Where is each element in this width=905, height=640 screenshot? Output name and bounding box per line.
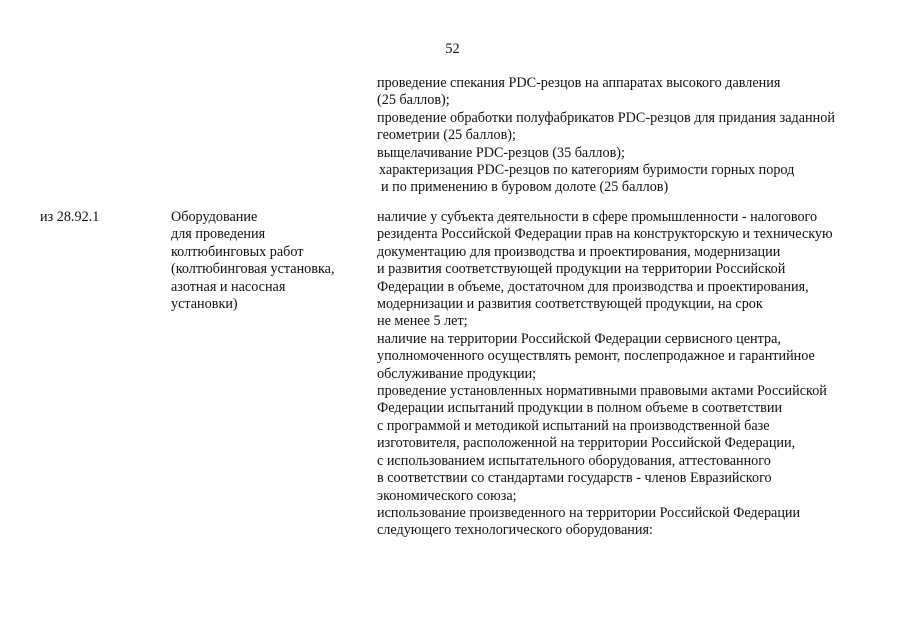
text-line: Федерации в объеме, достаточном для производства и проектирования, (377, 278, 809, 295)
text-line: следующего технологического оборудования: (377, 522, 653, 539)
text-line: азотная и насосная (171, 278, 286, 295)
text-line: изготовителя, расположенной на территории Российской Федерации, (377, 435, 796, 452)
text-line: установки) (171, 296, 238, 313)
page-number: 52 (445, 41, 460, 57)
text-line: экономического союза; (377, 487, 517, 504)
text-line: в соответствии со стандартами государств - членов Евразийского (377, 470, 772, 487)
text-line: геометрии (25 баллов); (377, 127, 516, 144)
text-line: с использованием испытательного оборудования, аттестованного (377, 452, 771, 469)
text-line: проведение обработки полуфабрикатов PDC-резцов для придания заданной (377, 109, 835, 126)
text-line: наличие у субъекта деятельности в сфере промышленности - налогового (377, 209, 818, 225)
text-line: колтюбинговых работ (171, 243, 304, 260)
product-name (171, 209, 361, 313)
text-line: не менее 5 лет; (377, 313, 468, 330)
text-line: документацию для производства и проектирования, модернизации (377, 243, 781, 260)
text-line: для проведения (171, 226, 266, 243)
text-line: и развития соответствующей продукции на территории Российской (377, 261, 786, 278)
text-line: с программой и методикой испытаний на производственной базе (377, 417, 770, 434)
requirements (377, 209, 877, 540)
text-line: проведение установленных нормативными правовыми актами Российской (377, 383, 827, 400)
text-line: обслуживание продукции; (377, 365, 537, 382)
continued-requirements (377, 75, 877, 197)
text-line: и по применению в буровом долоте (25 баллов) (381, 179, 669, 196)
text-line: уполномоченного осуществлять ремонт, послепродажное и гарантийное (377, 348, 815, 365)
text-line: (колтюбинговая установка, (171, 261, 335, 278)
text-line: Федерации испытаний продукции в полном объеме в соответствии (377, 400, 783, 417)
okpd-code: из 28.92.1 (40, 209, 100, 225)
text-line: наличие на территории Российской Федерации сервисного центра, (377, 330, 781, 347)
text-line: характеризация PDC-резцов по категориям буримости горных пород (379, 162, 795, 179)
text-line: резидента Российской Федерации прав на конструкторскую и техническую (377, 226, 833, 243)
text-line: (25 баллов); (377, 92, 450, 109)
text-line: Оборудование (171, 209, 258, 225)
text-line: выщелачивание PDC-резцов (35 баллов); (377, 144, 625, 161)
text-line: модернизации и развития соответствующей продукции, на срок (377, 296, 763, 313)
text-line: проведение спекания PDC-резцов на аппаратах высокого давления (377, 75, 781, 91)
text-line: использование произведенного на территории Российской Федерации (377, 504, 801, 521)
